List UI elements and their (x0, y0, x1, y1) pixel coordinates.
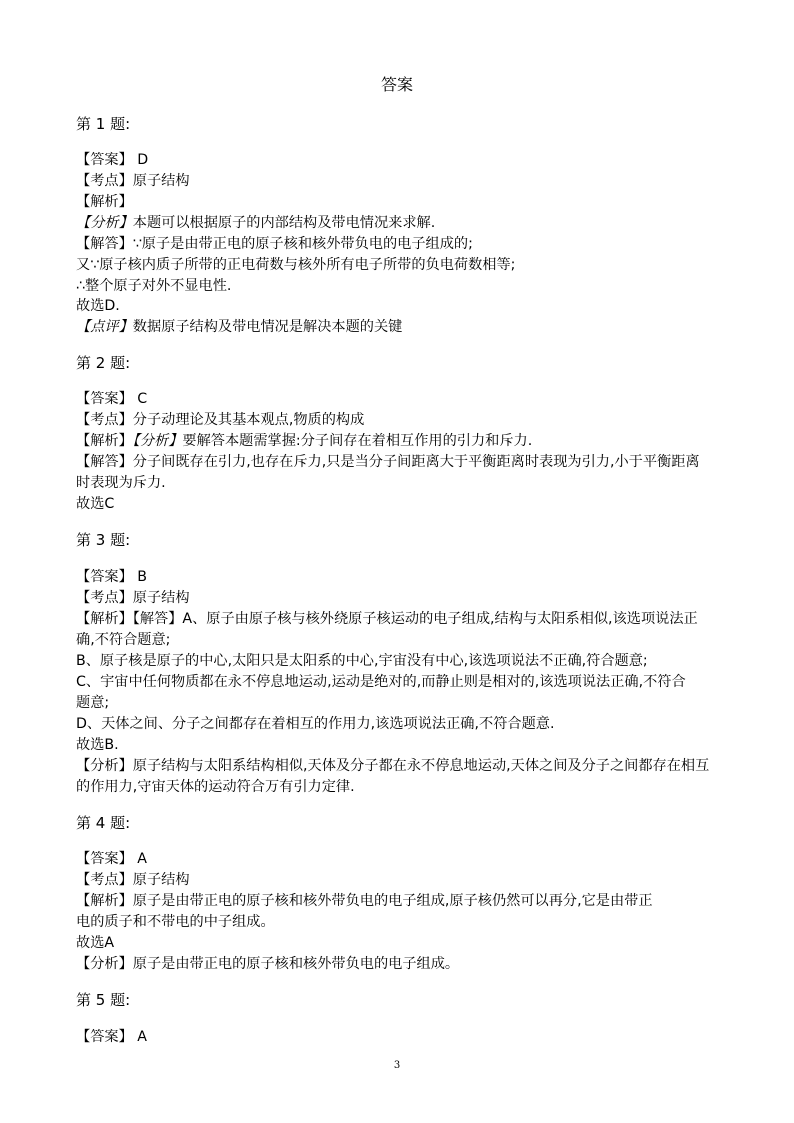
page-number: 3 (393, 1060, 401, 1071)
solution-line: 【解析】【解答】A、原子由原子核与核外绕原子核运动的电子组成,结构与太阳系相似,该选项说法正 (76, 611, 698, 627)
analysis-line (76, 213, 435, 233)
kaodian-line: 【考点】原子结构 (76, 590, 190, 606)
question-heading: 第 4 题: (76, 814, 131, 832)
answer-line: 【答案】 A (76, 851, 147, 867)
choice-line: 故选B. (76, 737, 119, 753)
option-c-line: 题意; (76, 695, 110, 711)
choice-line: 故选D. (76, 298, 120, 314)
kaodian-line: 【考点】原子结构 (76, 173, 190, 189)
answer-line: 【答案】 C (76, 391, 148, 407)
analysis-line: 【分析】原子结构与太阳系结构相似,天体及分子都在永不停息地运动,天体之间及分子之间都存在相互 (76, 758, 710, 774)
solution-line: 【解答】∵原子是由带正电的原子核和核外带负电的电子组成的; (76, 236, 473, 252)
jiexi-line: 电的质子和不带电的中子组成。 (76, 914, 275, 930)
answer-line: 【答案】 A (76, 1029, 147, 1045)
question-heading: 第 5 题: (76, 991, 131, 1009)
page-title: 答案 (380, 75, 413, 94)
analysis-tag: 【分析】 (76, 215, 133, 231)
solution-line: 时表现为斥力. (76, 475, 166, 491)
comment-tag: 【点评】 (76, 319, 133, 335)
question-heading: 第 1 题: (76, 115, 131, 133)
option-b-line: B、原子核是原子的中心,太阳只是太阳系的中心,宇宙没有中心,该选项说法不正确,符合题意; (76, 653, 648, 669)
question-heading: 第 3 题: (76, 531, 131, 549)
analysis-tag: 【分析】 (132, 433, 183, 449)
choice-line: 故选A (76, 935, 115, 951)
choice-line: 故选C (76, 496, 115, 512)
solution-line: 又∵原子核内质子所带的正电荷数与核外所有电子所带的负电荷数相等; (76, 257, 516, 273)
analysis-line: 的作用力,守宙天体的运动符合万有引力定律. (76, 779, 355, 795)
answer-line: 【答案】 B (76, 569, 147, 585)
answer-line: 【答案】 D (76, 152, 149, 168)
jiexi-line (76, 431, 532, 451)
comment-line (76, 317, 402, 337)
option-c-line: C、宇宙中任何物质都在永不停息地运动,运动是绝对的,而静止则是相对的,该选项说法正确,不符合 (76, 674, 686, 690)
kaodian-line: 【考点】分子动理论及其基本观点,物质的构成 (76, 412, 365, 428)
kaodian-line: 【考点】原子结构 (76, 872, 190, 888)
question-heading: 第 2 题: (76, 354, 131, 372)
analysis-line: 【分析】原子是由带正电的原子核和核外带负电的电子组成。 (76, 956, 460, 972)
solution-line: 确,不符合题意; (76, 632, 171, 648)
analysis-text: 本题可以根据原子的内部结构及带电情况来求解. (132, 215, 436, 231)
comment-text: 数据原子结构及带电情况是解决本题的关键 (132, 319, 403, 335)
jiexi-line: 【解析】 (76, 194, 133, 210)
analysis-text: 要解答本题需掌握:分子间存在着相互作用的引力和斥力. (182, 433, 533, 449)
option-d-line: D、天体之间、分子之间都存在着相互的作用力,该选项说法正确,不符合题意. (76, 716, 555, 732)
solution-line: ∴整个原子对外不显电性. (76, 278, 232, 294)
jiexi-tag: 【解析】 (76, 433, 133, 449)
jiexi-line: 【解析】原子是由带正电的原子核和核外带负电的电子组成,原子核仍然可以再分,它是由带正 (76, 893, 653, 909)
solution-line: 【解答】分子间既存在引力,也存在斥力,只是当分子间距离大于平衡距离时表现为引力,小于平衡距离 (76, 454, 700, 470)
